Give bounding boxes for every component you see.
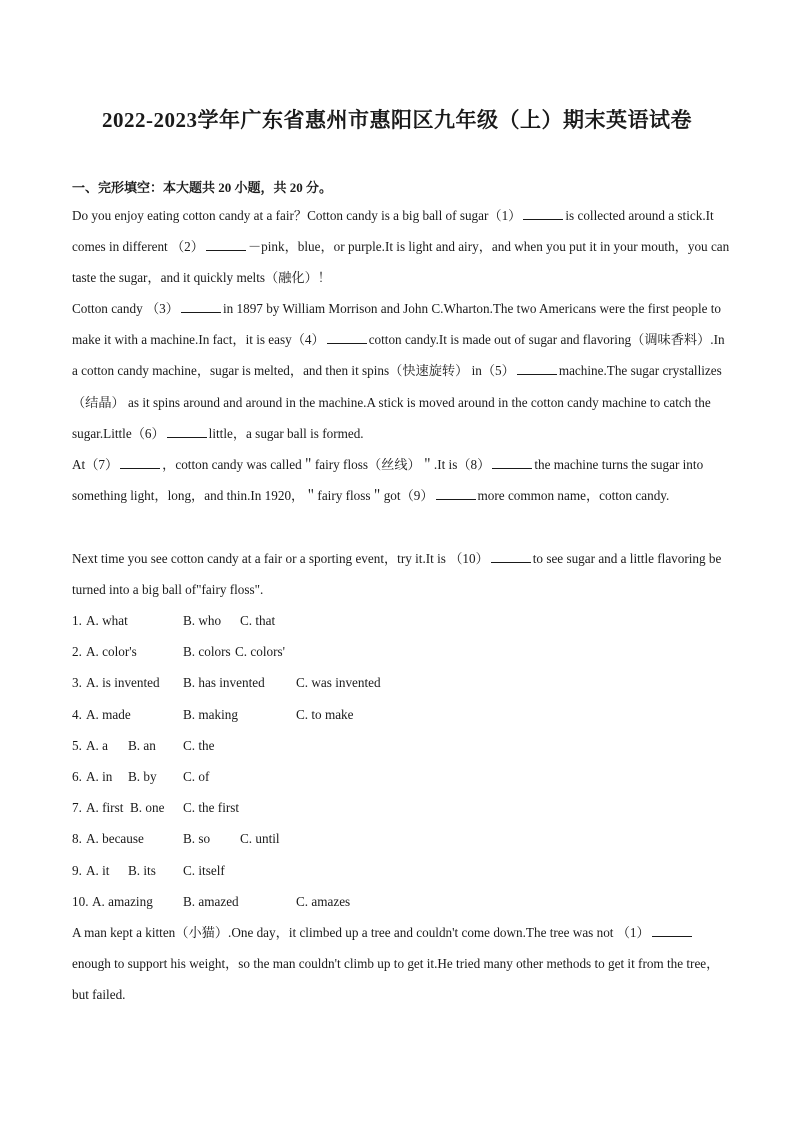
passage-paragraph-3: At（7） ，cotton candy was called＂fairy floss（丝线）＂.It is（8） the machine turns the sugar into something light，long，and thin.In 1920，＂fairy floss＂got（9） more common name，cotton candy. — [72, 457, 704, 504]
answer-blank — [492, 456, 532, 469]
option-row: 2. A. color's B. colors C. colors' — [72, 644, 285, 660]
option-row: 4. A. made B. making C. to make — [72, 706, 354, 722]
passage-paragraph-1: Do you enjoy eating cotton candy at a fair？Cotton candy is a big ball of sugar（1） is collected around a stick.It comes in different （2） －pink，blue，or purple.It is light and airy，and when you put it in your mouth，you can taste the sugar，and it quickly melts（融化）！ — [72, 208, 730, 286]
passage-paragraph-2: Cotton candy （3） in 1897 by William Morrison and John C.Wharton.The two Americans were the first people to make it with a machine.In fact，it is easy（4） cotton candy.It is made out of sugar and flavoring（调味香料）.In a cotton candy machine，sugar is melted，and then it spins（快速旋转） in（5） machine.The sugar crystallizes（结晶） as it spins around and around in the machine.A stick is moved around in the cotton candy machine to catch the sugar.Little（6） little，a sugar ball is formed. — [72, 301, 725, 441]
passage-paragraph-4: Next time you see cotton candy at a fair or a sporting event，try it.It is （10） to see sugar and a little flavoring be turned into a big ball of"fairy floss". — [72, 551, 722, 598]
answer-blank — [491, 550, 531, 563]
option-row: 6. A. in B. by C. of — [72, 768, 210, 784]
answer-blank — [181, 300, 221, 313]
passage-2-paragraph-1: A man kept a kitten（小猫）.One day，it climbed up a tree and couldn't come down.The tree was not （1）enough to support his weight，so the man couldn't climb up to get it.He tried many other methods to get it from the tree，but failed. — [72, 925, 720, 1003]
answer-blank — [436, 487, 476, 500]
options-list — [72, 605, 732, 917]
option-row: 5. A. a B. an C. the — [72, 737, 215, 753]
option-row: 7. A. first B. one C. the first — [72, 800, 240, 816]
option-row: 9. A. it B. its C. itself — [72, 862, 225, 878]
option-row: 8. A. because B. so C. until — [72, 831, 280, 847]
option-row: 3. A. is invented B. has invented C. was invented — [72, 675, 381, 691]
answer-blank — [167, 425, 207, 438]
answer-blank — [120, 456, 160, 469]
answer-blank — [517, 362, 557, 375]
answer-blank — [523, 207, 563, 220]
option-row: 1. A. what B. who C. that — [72, 613, 276, 628]
option-row: 10. A. amazing B. amazed C. amazes — [72, 893, 351, 909]
answer-blank — [652, 924, 692, 937]
page-title: 2022-2023学年广东省惠州市惠阳区九年级（上）期末英语试卷 — [102, 108, 692, 132]
section-heading: 一、完形填空：本大题共 20 小题，共 20 分。 — [72, 180, 333, 195]
answer-blank — [206, 238, 246, 251]
answer-blank — [327, 331, 367, 344]
